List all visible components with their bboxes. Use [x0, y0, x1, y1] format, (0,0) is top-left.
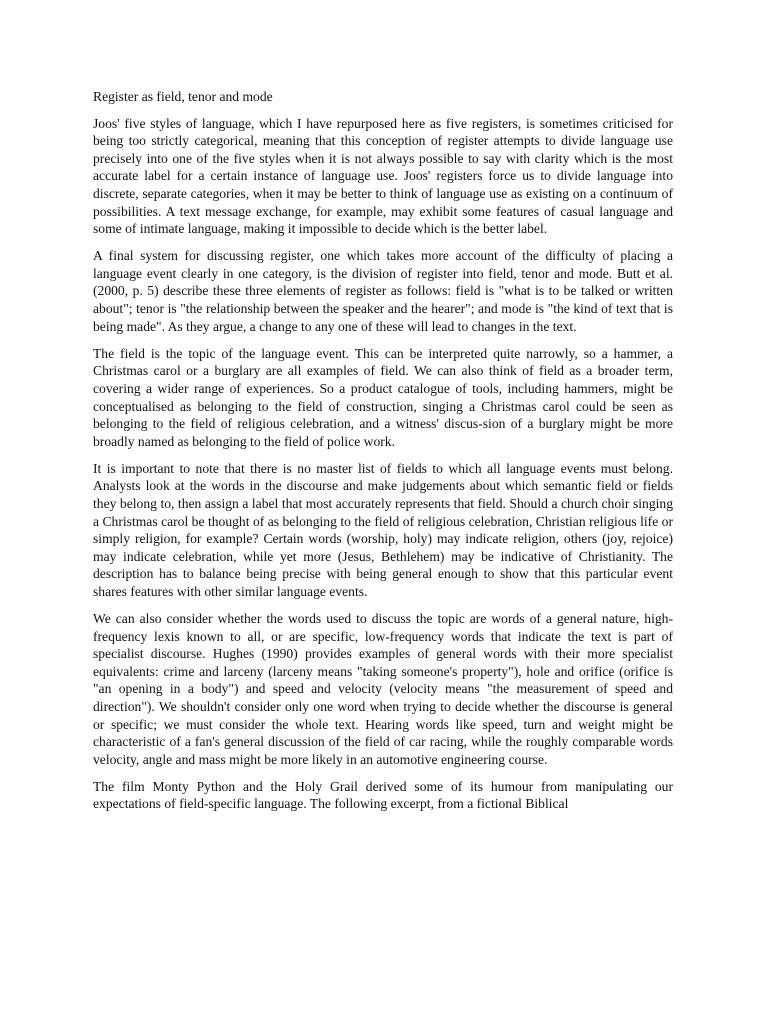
- section-heading: Register as field, tenor and mode: [93, 89, 273, 104]
- paragraph-general-vs-specialist: We can also consider whether the words used to discuss the topic are words of a general nature, high-frequency lexis known to all, or are specific, low-frequency words that indicate the text is part of specialist discourse. Hughes (1990) provides examples of general words with their more specialist equivalents: crime and larceny (larceny means "taking someone's property"), hole and orifice (orifice is "an opening in a body") and speed and velocity (velocity means "the measurement of speed and direction"). We shouldn't consider only one word when trying to decide whether the discourse is general or specific; we must consider the whole text. Hearing words like speed, turn and weight might be characteristic of a fan's general discussion of the field of car racing, while the roughly comparable words velocity, angle and mass might be more likely in an automotive engineering course.: [93, 611, 673, 767]
- paragraph-monty-python: The film Monty Python and the Holy Grail derived some of its humour from manipulating our expectations of field-specific language. The following excerpt, from a fictional Biblical: [93, 778, 673, 812]
- paragraph-no-master-list: It is important to note that there is no master list of fields to which all language events must belong. Analysts look at the words in the discourse and make judgements about which semantic field or fields they belong to, then assign a label that most accurately represents that field. Should a church choir singing a Christmas carol be thought of as belonging to the field of religious celebration, Christian religious life or simply religion, for example? Certain words (worship, holy) may indicate religion, others (joy, rejoice) may indicate celebration, while yet more (Jesus, Bethlehem) may be indicative of Christianity. The description has to balance being precise with being general enough to show that this particular event shares features with other similar language events.: [93, 460, 673, 599]
- paragraph-field-definition: The field is the topic of the language event. This can be interpreted quite narrowly, so a hammer, a Christmas carol or a burglary are all examples of field. We can also think of field as a broader term, covering a wider range of experiences. So a product catalogue of tools, including hammers, might be conceptualised as belonging to the field of construction, singing a Christmas carol could be seen as belonging to the field of religious celebration, and a witness' discus-sion of a burglary might be more broadly named as belonging to the field of police work.: [93, 345, 673, 449]
- paragraph-joos-styles: Joos' five styles of language, which I have repurposed here as five registers, is sometimes criticised for being too strictly categorical, meaning that this conception of register attempts to divide language use precisely into one of the five styles when it is not always possible to say with clarity which is the most accurate label for a certain instance of language use. Joos' registers force us to divide language into discrete, separate categories, when it may be better to think of language use as existing on a continuum of possibilities. A text message exchange, for example, may exhibit some features of casual language and some of intimate language, making it impossible to decide which is the better label.: [93, 115, 673, 237]
- document-page: [93, 88, 673, 823]
- paragraph-field-tenor-mode: A final system for discussing register, one which takes more account of the difficulty of placing a language event clearly in one category, is the division of register into field, tenor and mode. Butt et al. (2000, p. 5) describe these three elements of register as follows: field is "what is to be talked or written about"; tenor is "the relationship between the speaker and the hearer"; and mode is "the kind of text that is being made". As they argue, a change to any one of these will lead to changes in the text.: [93, 248, 673, 334]
